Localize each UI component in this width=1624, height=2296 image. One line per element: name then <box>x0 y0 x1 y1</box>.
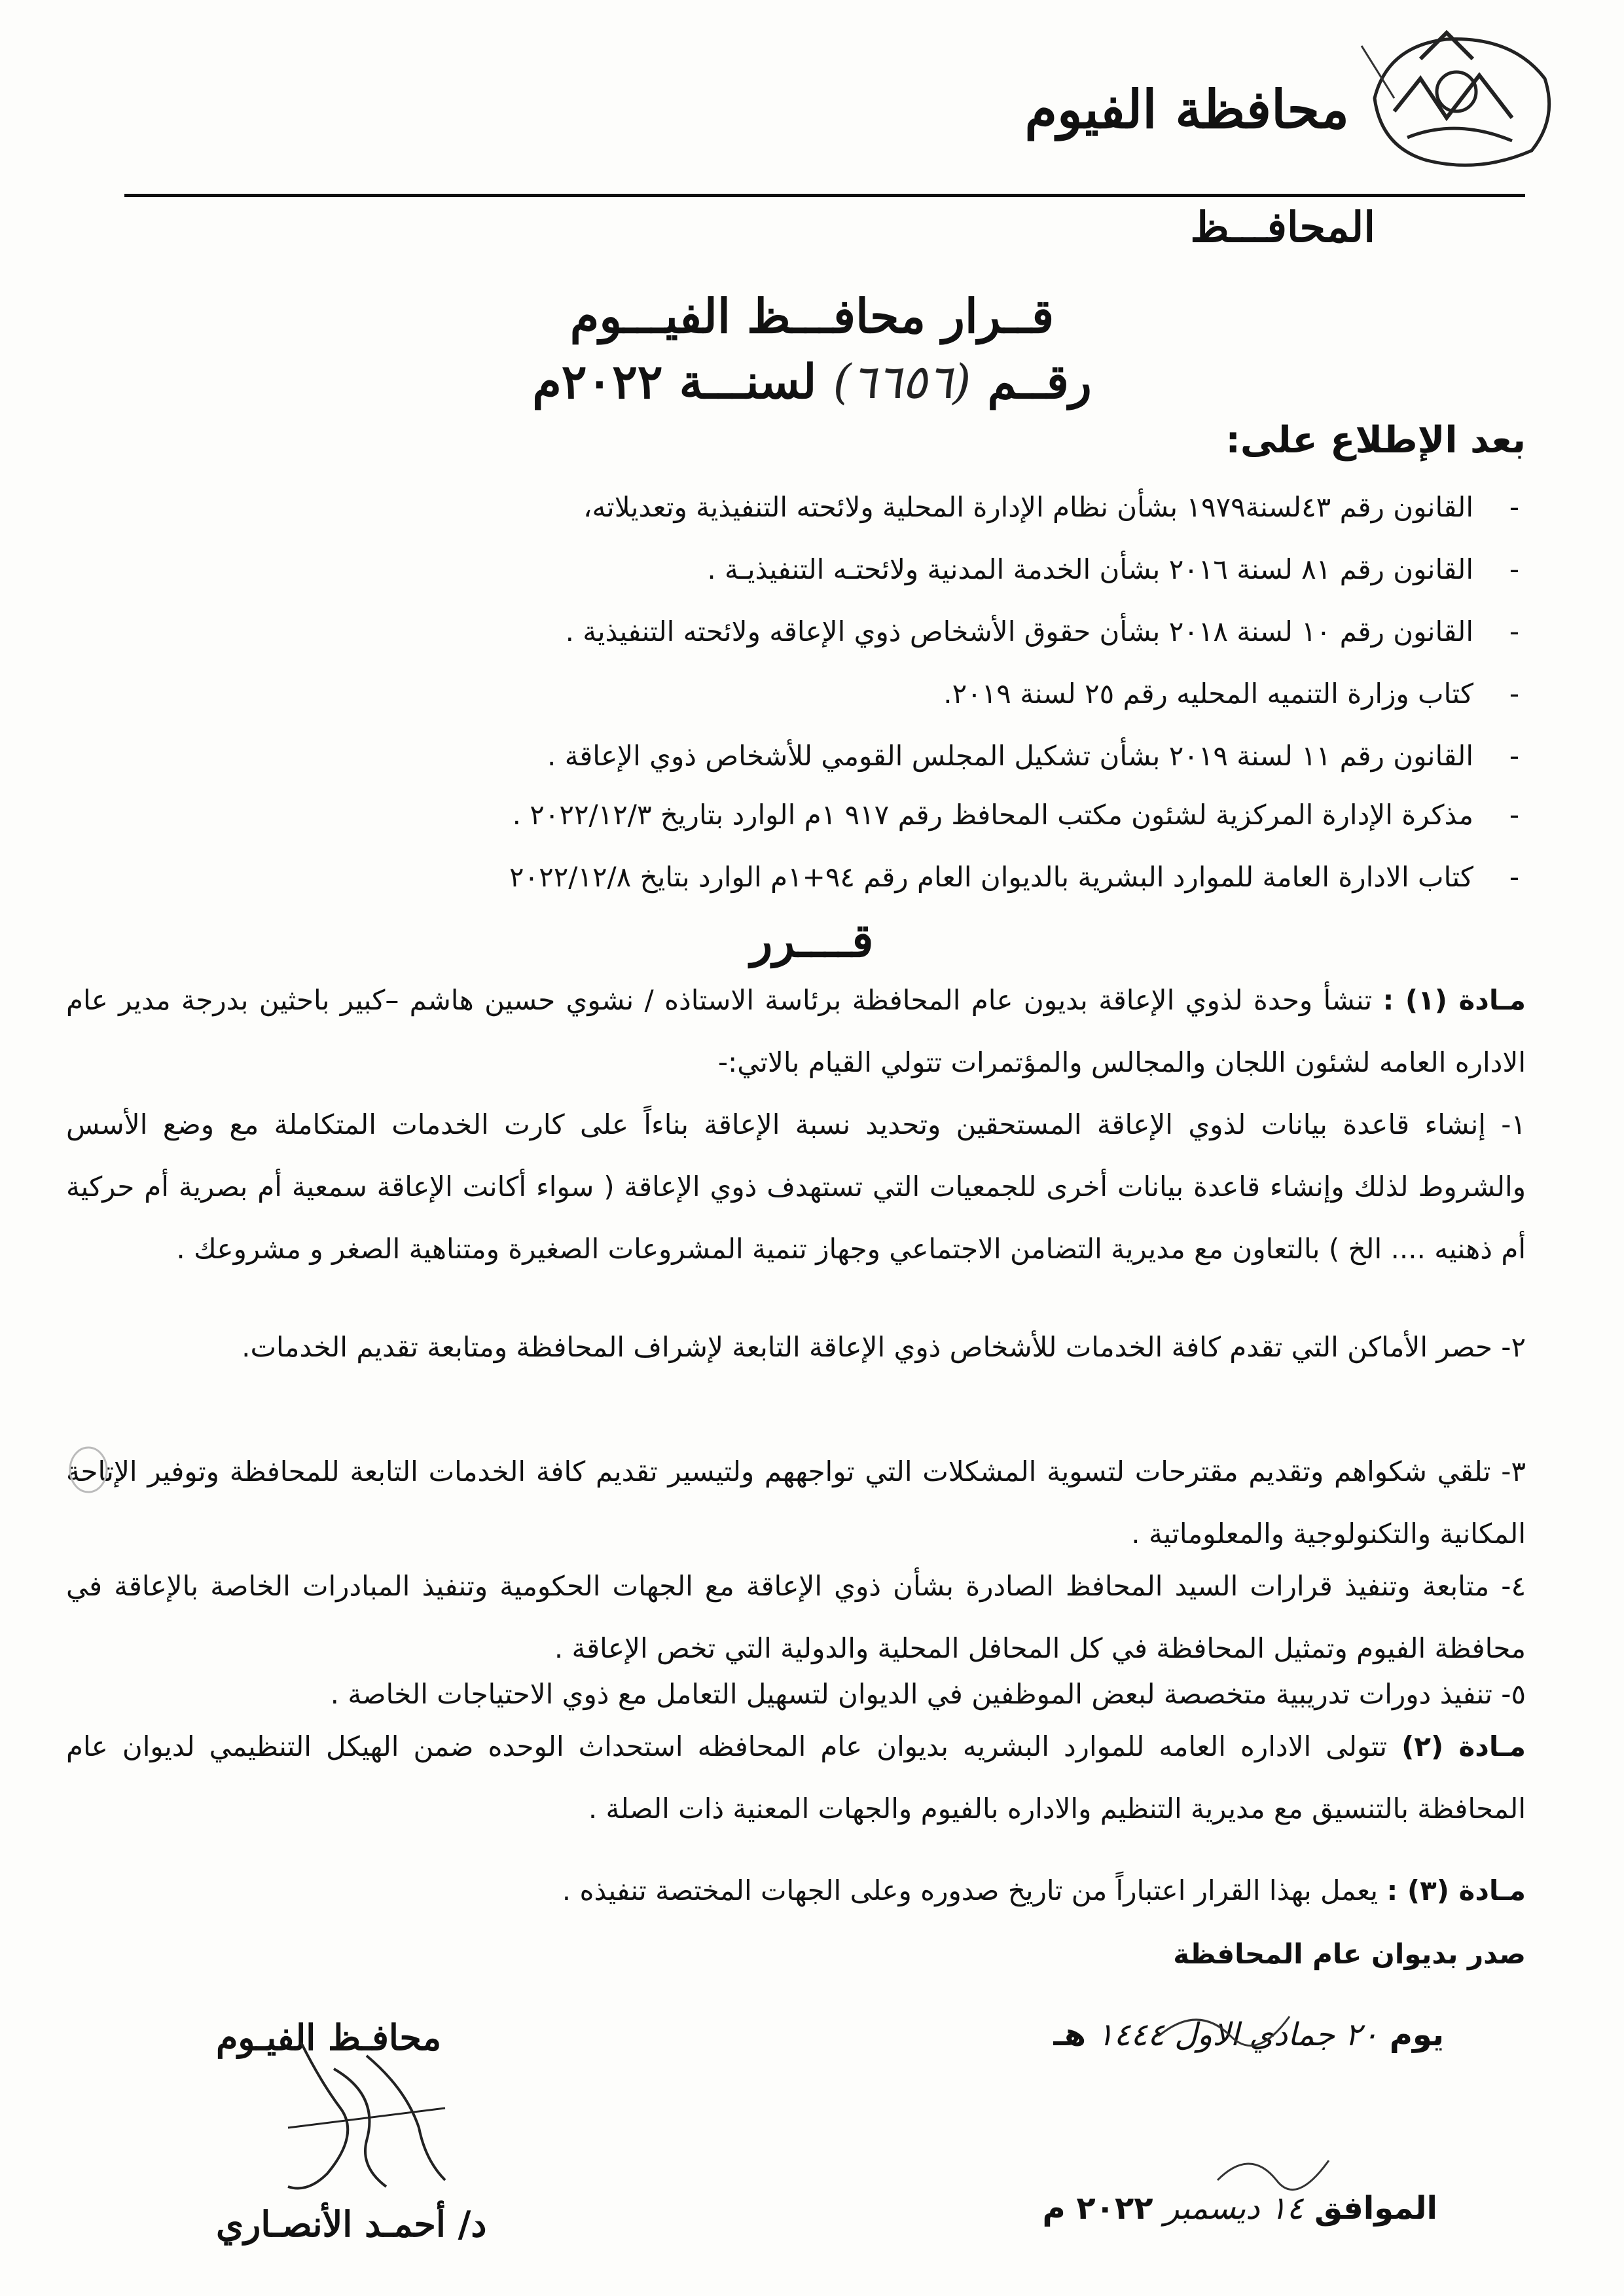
preamble-item: - كتاب الادارة العامة للموارد البشرية بالديوان العام رقم ٩٤+١م الوارد بتايخ ٢٠٢٢/١٢/٨ <box>164 858 1473 897</box>
governor-title: المحافـــظ <box>1190 203 1375 252</box>
article-2-label: مـادة (٢) <box>1401 1730 1526 1762</box>
punch-hole-icon <box>65 1444 111 1496</box>
gregorian-date-handwritten: ١٤ ديسمبر <box>1164 2190 1304 2227</box>
preamble-heading: بعد الإطلاع على: <box>1225 419 1526 462</box>
article-3-text: يعمل بهذا القرار اعتباراً من تاريخ صدوره وعلى الجهات المختصة تنفيذه . <box>562 1874 1379 1906</box>
list-dash: - <box>1509 491 1519 523</box>
header-divider <box>124 194 1525 197</box>
decree-number <box>0 354 1624 409</box>
list-dash: - <box>1509 740 1519 772</box>
article-3 <box>66 1859 1526 1922</box>
preamble-item: - القانون رقم ١٠ لسنة ٢٠١٨ بشأن حقوق الأشخاص ذوي الإعاقه ولائحته التنفيذية . <box>164 612 1473 651</box>
list-dash: - <box>1509 615 1519 647</box>
article-1-label: مـادة (١) : <box>1382 984 1526 1016</box>
decree-number-suffix: لسنـــة ٢٠٢٢م <box>532 354 817 409</box>
article-3-label: مـادة (٣) : <box>1386 1874 1526 1906</box>
list-dash: - <box>1509 861 1519 893</box>
list-dash: - <box>1509 678 1519 710</box>
gregorian-date: الموافق ١٤ ديسمبر ٢٠٢٢ م <box>1042 2190 1437 2227</box>
article-2-text: تتولى الاداره العامه للموارد البشريه بديوان عام المحافظه استحداث الوحده ضمن الهيكل التنظيمي لديوان عام المحافظة بالتنسيق مع مديرية التنظيم والاداره بالفيوم والجهات المعنية ذات الصلة . <box>66 1730 1526 1825</box>
decree-number-prefix: رقــم <box>987 354 1092 409</box>
task-item: ٣- تلقي شكواهم وتقديم مقترحات لتسوية المشكلات التي تواجههم ولتيسير تقديم كافة الخدمات التابعة للمحافظة وتوفير الإتاحة المكانية والتكنولوجية والمعلوماتية . <box>66 1455 1526 1550</box>
preamble-item: - كتاب وزارة التنميه المحليه رقم ٢٥ لسنة ٢٠١٩. <box>164 674 1473 714</box>
signature-icon <box>249 2030 484 2200</box>
decree-title: قــرار محافـــظ الفيـــوم <box>569 288 1055 344</box>
task-item: ٤- متابعة وتنفيذ قرارات السيد المحافظ الصادرة بشأن ذوي الإعاقة مع الجهات الحكومية وتنفيذ المبادرات الخاصة بالإعاقة في محافظة الفيوم وتمثيل المحافظة في كل المحافل المحلية والدولية التي تخص الإعاقة . <box>66 1570 1526 1664</box>
governorate-name: محافظة الفيوم <box>1024 79 1349 140</box>
article-1-text: تنشأ وحدة لذوي الإعاقة بديون عام المحافظة برئاسة الاستاذه / نشوي حسين هاشم –كبير باحثين بدرجة مدير عام الاداره العامه لشئون اللجان والمجالس والمؤتمرات تتولي القيام بالاتي:- <box>66 984 1526 1078</box>
hijri-date-handwritten: ٢٠ جمادي الاول ١٤٤٤ <box>1096 2016 1379 2053</box>
decided-heading: قــــرر <box>750 913 874 968</box>
preamble-item: - القانون رقم ٤٣لسنة١٩٧٩ بشأن نظام الإدارة المحلية ولائحته التنفيذية وتعديلاته، <box>164 488 1473 527</box>
hijri-date: يوم ٢٠ جمادي الاول ١٤٤٤ هـ <box>1053 2016 1444 2053</box>
task-item: ٢- حصر الأماكن التي تقدم كافة الخدمات للأشخاص ذوي الإعاقة التابعة لإشراف المحافظة ومتابعة تقديم الخدمات. <box>242 1331 1526 1363</box>
issued-at: صدر بديوان عام المحافظة <box>1173 1938 1526 1970</box>
article-1 <box>66 969 1526 1093</box>
signatory-name: د/ أحمـد الأنصـاري <box>216 2203 487 2245</box>
article-2 <box>66 1715 1526 1840</box>
signatory-title: محافـظ الفيـوم <box>216 2016 442 2058</box>
preamble-item: - القانون رقم ٨١ لسنة ٢٠١٦ بشأن الخدمة المدنية ولائحتـه التنفيذيـة . <box>164 550 1473 589</box>
preamble-item: - القانون رقم ١١ لسنة ٢٠١٩ بشأن تشكيل المجلس القومي للأشخاص ذوي الإعاقة . <box>164 737 1473 776</box>
list-dash: - <box>1509 553 1519 585</box>
task-item: ١- إنشاء قاعدة بيانات لذوي الإعاقة المستحقين وتحديد نسبة الإعاقة بناءاً على كارت الخدمات المتكاملة مع وضع الأسس والشروط لذلك وإنشاء قاعدة بيانات أخرى للجمعيات التي تستهدف ذوي الإعاقة ( سواء أكانت الإعاقة سمعية أم بصرية أم حركية أم ذهنيه .... الخ ) بالتعاون مع مديرية التضامن الاجتماعي وجهاز تنمية المشروعات الصغيرة ومتناهية الصغر و مشروعك . <box>66 1108 1526 1265</box>
decree-number-handwritten: (٦٦٥٦) <box>833 354 971 409</box>
task-item: ٥- تنفيذ دورات تدريبية متخصصة لبعض الموظفين في الديوان لتسهيل التعامل مع ذوي الاحتياجات الخاصة . <box>330 1678 1526 1710</box>
handwritten-date-marks-icon <box>1080 1964 1447 2239</box>
list-dash: - <box>1509 799 1519 831</box>
governorate-emblem-icon <box>1348 20 1564 177</box>
preamble-item: - مذكرة الإدارة المركزية لشئون مكتب المحافظ رقم ٩١٧ ١م الوارد بتاريخ ٢٠٢٢/١٢/٣ . <box>164 795 1473 835</box>
